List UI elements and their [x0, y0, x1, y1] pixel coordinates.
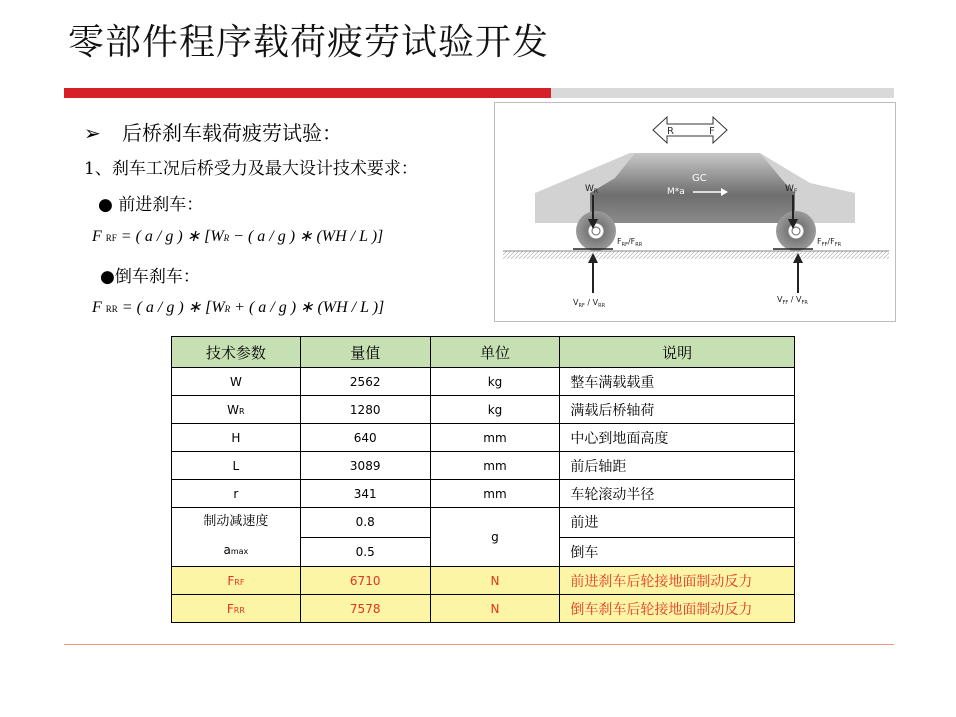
table-row-result: [172, 567, 795, 595]
ma-label: M*a: [667, 187, 685, 197]
formula-forward-body2: − ( a / g ) ∗ (WH / L )]: [233, 228, 384, 245]
cell-unit: mm: [430, 452, 560, 480]
decel-symbol: amax: [223, 543, 249, 557]
cell-param: FRF: [172, 567, 301, 595]
cell-param: L: [172, 452, 301, 480]
header-value: 量值: [300, 337, 430, 368]
title-underline-gray: [551, 88, 894, 98]
cell-value: 341: [300, 480, 430, 508]
heading-text: 后桥刹车载荷疲劳试验：: [122, 121, 342, 145]
cell-value: 0.5: [300, 537, 430, 567]
table-row: [172, 396, 795, 424]
vf-label: $V_{FF} / V_{FR}$: [777, 295, 808, 306]
cell-desc: 中心到地面高度: [560, 424, 795, 452]
table-row: [172, 480, 795, 508]
dir-r-label: R: [667, 126, 674, 137]
formula-forward: [92, 226, 383, 246]
table-row: [172, 452, 795, 480]
title-underline-red: [64, 88, 551, 98]
cell-desc: 前后轴距: [560, 452, 795, 480]
cell-value: 2562: [300, 368, 430, 396]
formula-reverse-w-sub: R: [224, 304, 231, 314]
cell-unit: g: [430, 508, 560, 567]
decel-label: 制动减速度: [203, 514, 269, 529]
cell-desc: 前进: [560, 508, 795, 538]
cell-desc: 前进刹车后轮接地面制动反力: [560, 567, 795, 595]
gc-label: GC: [692, 173, 707, 184]
formula-reverse-body2: + ( a / g ) ∗ (WH / L )]: [234, 299, 385, 316]
cell-param: FRR: [172, 595, 301, 623]
cell-desc: 倒车: [560, 537, 795, 567]
table-row: [172, 424, 795, 452]
cell-param: WR: [172, 396, 301, 424]
cell-unit: kg: [430, 368, 560, 396]
cell-value: 640: [300, 424, 430, 452]
fr-label: $F_{RF}/F_{RR}$: [617, 237, 643, 248]
direction-arrow-icon: [653, 117, 727, 143]
section-heading: [84, 117, 342, 146]
header-desc: 说明: [560, 337, 795, 368]
vr-label: $V_{RF} / V_{RR}$: [573, 298, 606, 309]
ground-hatch: [503, 251, 889, 259]
cell-desc: 车轮滚动半径: [560, 480, 795, 508]
header-param: 技术参数: [172, 337, 301, 368]
cell-param: H: [172, 424, 301, 452]
formula-forward-lhs: F: [92, 228, 102, 245]
cell-value: 7578: [300, 595, 430, 623]
formula-reverse: [92, 297, 384, 317]
wr-label: $W_R$: [585, 184, 599, 195]
cell-decel-param: [172, 508, 301, 567]
table-row-result: [172, 595, 795, 623]
table-header-row: [172, 337, 795, 368]
reverse-brake-label: ●倒车刹车：: [100, 267, 200, 287]
table-row-decel-forward: [172, 508, 795, 538]
axle-force-diagram: [494, 102, 896, 322]
cell-param: W: [172, 368, 301, 396]
cell-param: r: [172, 480, 301, 508]
cell-unit: kg: [430, 396, 560, 424]
table-row: [172, 368, 795, 396]
cell-value: 1280: [300, 396, 430, 424]
cell-value: 3089: [300, 452, 430, 480]
formula-reverse-lhs-sub: RR: [105, 304, 118, 314]
spec-table: [171, 336, 795, 623]
wf-label: $W_F$: [785, 184, 798, 195]
dir-f-label: F: [709, 126, 715, 137]
page-title: 零部件程序载荷疲劳试验开发: [68, 22, 550, 63]
forward-brake-label: ● 前进刹车：: [98, 195, 204, 215]
requirement-text: 1、刹车工况后桥受力及最大设计技术要求：: [84, 159, 418, 179]
cell-value: 0.8: [300, 508, 430, 538]
formula-forward-body1: = ( a / g ) ∗ [W: [120, 228, 224, 245]
footer-divider: [64, 644, 894, 645]
formula-forward-lhs-sub: RF: [105, 233, 117, 243]
formula-reverse-lhs: F: [92, 299, 102, 316]
cell-desc: 整车满载载重: [560, 368, 795, 396]
formula-forward-w-sub: R: [223, 233, 230, 243]
arrow-bullet-icon: ➢: [84, 121, 101, 145]
diagram-svg: [495, 103, 895, 321]
ff-label: $F_{FF}/F_{FR}$: [817, 237, 842, 248]
header-unit: 单位: [430, 337, 560, 368]
cell-desc: 满载后桥轴荷: [560, 396, 795, 424]
cell-unit: mm: [430, 480, 560, 508]
formula-reverse-body1: = ( a / g ) ∗ [W: [121, 299, 225, 316]
cell-unit: N: [430, 567, 560, 595]
cell-unit: mm: [430, 424, 560, 452]
cell-unit: N: [430, 595, 560, 623]
cell-value: 6710: [300, 567, 430, 595]
cell-desc: 倒车刹车后轮接地面制动反力: [560, 595, 795, 623]
